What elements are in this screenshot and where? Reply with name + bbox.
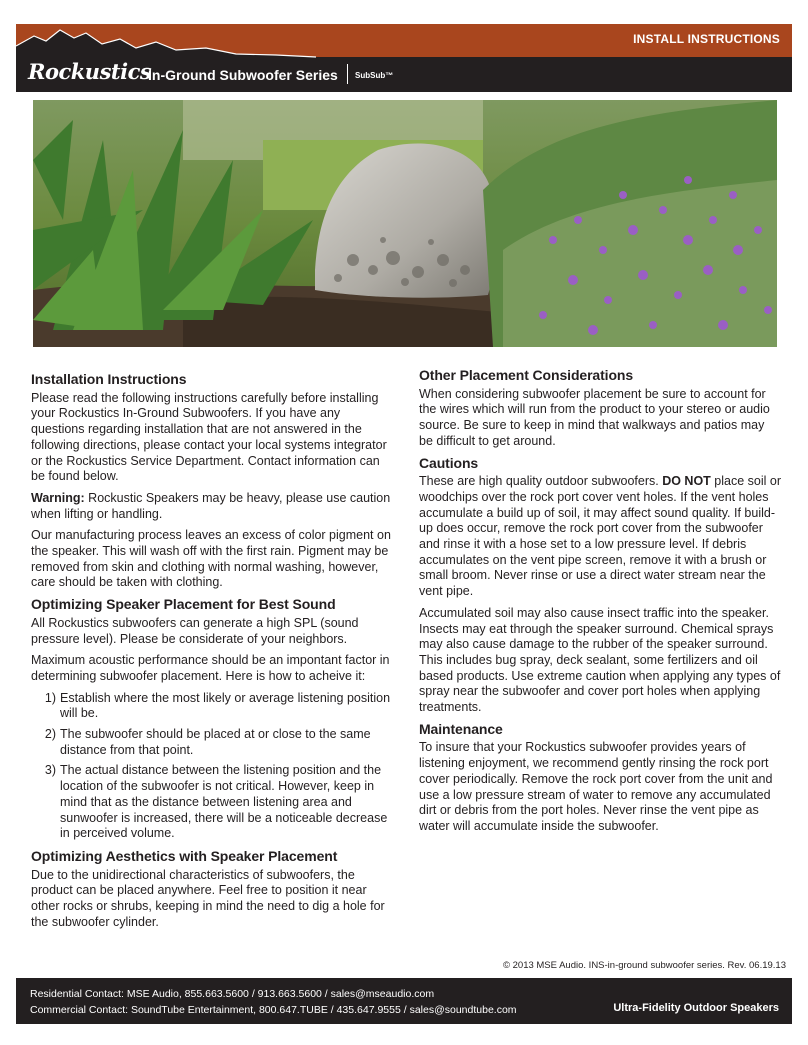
placement-section — [31, 597, 396, 842]
do-not-emphasis: DO NOT — [662, 474, 711, 489]
copyright-notice: © 2013 MSE Audio. INS-in-ground subwoofer series. Rev. 06.19.13 — [502, 960, 786, 971]
footer-bar — [16, 978, 792, 1024]
step-number: 1) — [44, 690, 56, 705]
installation-section — [31, 372, 396, 591]
other-placement-section — [419, 368, 781, 450]
aesthetics-section — [31, 849, 396, 931]
cautions-paragraph-2: Accumulated soil may also cause insect traffic into the speaker. Insects may eat through the speaker surround. Chemical sprays may also cause damage to the rubber of the speaker surround. This includes bug spray, deck sealant, some fertilizers and oil based products. Use extreme caution when applying any types of spray near the subwoofer and cover port holes when applying treatments. — [419, 605, 781, 715]
step-text: The actual distance between the listening position and the location of the subwoofer is not critical. However, keep in mind that as the distance between listening area and sunwoofer is increased, there will be a noticeable decrease in perceived volume. — [60, 763, 388, 841]
maintenance-heading: Maintenance — [419, 720, 503, 737]
other-placement-heading: Other Placement Considerations — [419, 367, 634, 383]
aesthetics-heading: Optimizing Aesthetics with Speaker Placement — [31, 847, 338, 864]
placement-performance-paragraph: Maximum acoustic performance should be an impontant factor in determining subwoofer placement. Here is how to acheive it: — [31, 653, 390, 683]
cautions-text-before: These are high quality outdoor subwoofers. — [419, 474, 663, 489]
installation-intro: Please read the following instructions carefully before installing your Rockustics In-Ground Subwoofers. If you have any questions regarding installation that are not answered in the following directions, please contact your local systems integrator or the Rockustics Service Department. Contact information can be found below. — [31, 390, 387, 484]
installation-heading: Installation Instructions — [31, 371, 187, 387]
step-number: 2) — [44, 727, 56, 742]
placement-steps-list — [31, 691, 396, 842]
left-column — [31, 372, 396, 937]
pigment-paragraph: Our manufacturing process leaves an excess of color pigment on the speaker. This will wash off with the first rain. Pigment may be removed from skin and clothing with normal washing, however, care should be taken with clothing. — [31, 528, 391, 590]
list-item — [31, 727, 396, 758]
placement-spl-paragraph: All Rockustics subwoofers can generate a high SPL (sound pressure level). Please be considerate of your neighbors. — [31, 615, 359, 646]
series-title: In-Ground Subwoofer Series — [148, 67, 338, 83]
step-text: The subwoofer should be placed at or close to the same distance from that point. — [60, 727, 371, 757]
tagline: Ultra-Fidelity Outdoor Speakers — [613, 1002, 779, 1014]
hero-photo — [33, 100, 777, 347]
residential-contact: Residential Contact: MSE Audio, 855.663.5600 / 913.663.5600 / sales@mseaudio.com — [30, 988, 435, 1000]
cautions-heading: Cautions — [419, 454, 479, 471]
cautions-text-after: place soil or woodchips over the rock port cover vent holes. If the vent holes accumulate a build up of soil, it may affect sound quality. If build-up does occur, remove the rock port cover from the subwoofer and rinse it with a hose set to a low pressure level. If debris accumulates on the vent pipe screen, remove it with a brush or small broom. Never rinse or use a direct water stream near the vent pipe. — [419, 474, 781, 599]
title-divider — [347, 64, 348, 84]
aesthetics-paragraph: Due to the unidirectional characteristics of subwoofers, the product can be placed anywhere. Feel free to position it near other rocks or shrubs, keeping in mind the need to dig a hole for the subwoofer cylinder. — [31, 867, 385, 929]
maintenance-paragraph: To insure that your Rockustics subwoofer provides years of listening enjoyment, we recommend gently rinsing the rock port cover periodically. Remove the rock port cover from the unit and use a low pressure stream of water to remove any accumulated dirt or debris from the port holes. Never rinse the vent pipe as water will accumulate inside the subwoofer. — [419, 740, 773, 833]
right-column — [419, 368, 781, 841]
rockustics-logo: Rockustics — [28, 59, 152, 84]
product-name: SubSub™ — [355, 71, 394, 80]
cautions-section — [419, 456, 781, 716]
cautions-paragraph-1 — [419, 474, 781, 600]
install-instructions-tag: INSTALL INSTRUCTIONS — [633, 32, 780, 46]
warning-paragraph — [31, 491, 396, 522]
warning-label: Warning: — [31, 490, 85, 505]
warning-text: Rockustic Speakers may be heavy, please use caution when lifting or handling. — [31, 490, 391, 521]
list-item — [31, 691, 396, 722]
placement-heading: Optimizing Speaker Placement for Best Sound — [31, 596, 336, 613]
step-text: Establish where the most likely or average listening position will be. — [60, 690, 391, 721]
maintenance-section — [419, 722, 781, 835]
garden-rock-subwoofer-image — [33, 100, 777, 347]
list-item — [31, 763, 396, 842]
other-placement-paragraph: When considering subwoofer placement be sure to account for the wires which will run from the product to your stereo or audio source. Be sure to keep in mind that walkways and patios may be difficult to get around. — [419, 386, 770, 448]
commercial-contact: Commercial Contact: SoundTube Entertainment, 800.647.TUBE / 435.647.9555 / sales@soundtube.com — [30, 1004, 517, 1016]
step-number: 3) — [44, 763, 56, 778]
